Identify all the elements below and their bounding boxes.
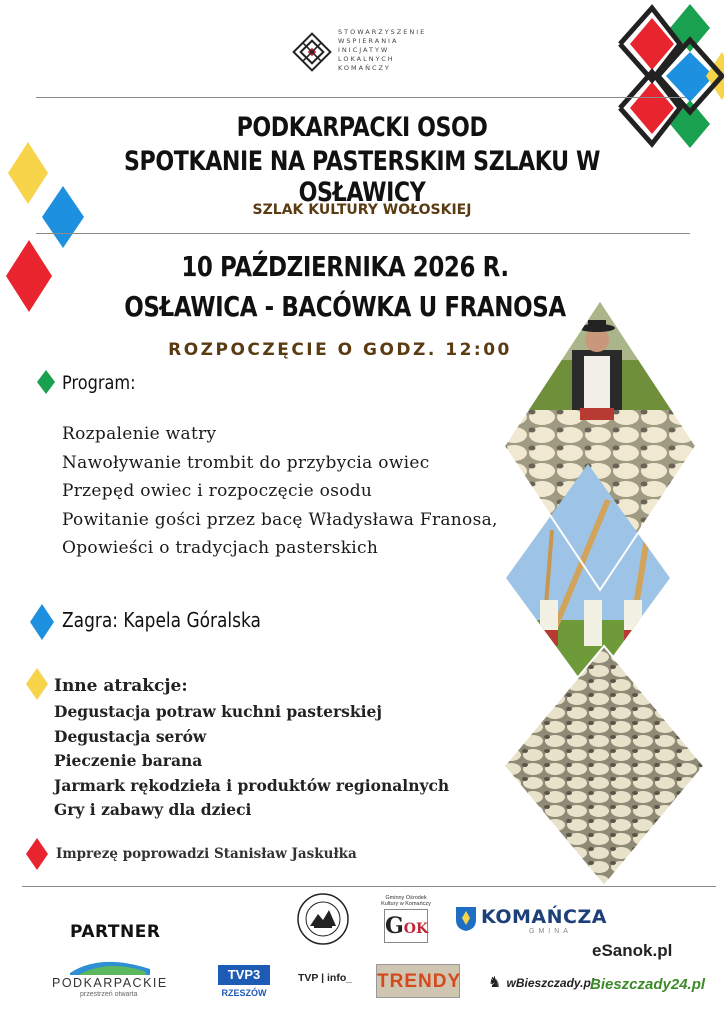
organization-name — [338, 28, 426, 73]
host-text: Imprezę poprowadzi Stanisław Jaskułka — [56, 846, 357, 862]
blue-bullet-icon — [30, 604, 54, 640]
list-item: Opowieści o tradycjach pasterskich — [62, 538, 379, 558]
list-item: Rozpalenie watry — [62, 424, 217, 444]
esanok-logo: eSanok.pl — [592, 941, 673, 960]
red-bullet-icon — [26, 838, 48, 870]
org-line: KOMAŃCZY — [338, 64, 391, 72]
org-line: STOWARZYSZENIE — [338, 28, 427, 36]
yellow-bullet-icon — [26, 668, 48, 700]
tvp3-mark: TVP3 — [218, 965, 270, 985]
embroidery-logo-icon — [290, 30, 334, 74]
tvp3-logo — [218, 965, 270, 1001]
list-item: Jarmark rękodzieła i produktów regionalnych — [54, 775, 450, 795]
podkarpackie-slogan: przestrzeń otwarta — [80, 991, 138, 998]
museum-seal-icon — [296, 892, 350, 946]
komancza-name: KOMAŃCZA — [481, 906, 607, 928]
list-item: Nawoływanie trombit do przybycia owiec — [62, 452, 430, 473]
gok-logo — [380, 895, 432, 947]
wbieszczady-logo — [488, 972, 594, 991]
podkarpackie-logo — [52, 955, 176, 999]
podkarpackie-name: PODKARPACKIE — [52, 976, 168, 990]
komancza-gmina: GMINA — [529, 928, 572, 935]
list-item: Degustacja serów — [54, 726, 207, 746]
yellow-diamond-icon — [8, 142, 48, 204]
event-subtitle: SZLAK KULTURY WOŁOSKIEJ — [252, 202, 472, 218]
event-title-line1: PODKARPACKI OSOD — [236, 112, 488, 143]
deer-icon: ♞ — [488, 973, 502, 991]
divider-top — [36, 97, 686, 98]
event-date: 10 PAŹDZIERNIKA 2026 R. — [181, 250, 509, 283]
divider-bottom — [22, 886, 716, 887]
wbieszczady-name: wBieszczady.pl — [506, 976, 595, 990]
gok-mark-icon: GOK — [384, 909, 428, 943]
flock-photo — [500, 640, 704, 890]
photo-collage — [500, 300, 704, 890]
tvp3-city: RZESZÓW — [221, 988, 267, 998]
org-line: LOKALNYCH — [338, 55, 395, 63]
org-line: INICJATYW — [338, 46, 390, 54]
list-item: Degustacja potraw kuchni pasterskiej — [54, 702, 382, 721]
green-bullet-icon — [37, 370, 55, 394]
music-label: Zagra: Kapela Góralska — [62, 608, 261, 632]
gok-caption: Gminny Ośrodek Kultury w Komańczy — [381, 895, 431, 907]
organization-logo — [290, 28, 427, 78]
event-place: OSŁAWICA - BACÓWKA U FRANOSA — [124, 290, 566, 323]
trendy-logo: TRENDY — [376, 964, 460, 998]
tvpinfo-logo: TVP | info_ — [298, 972, 353, 984]
bieszczady24-logo: Bieszczady24.pl — [590, 976, 706, 993]
list-item: Gry i zabawy dla dzieci — [54, 800, 252, 819]
program-heading: Program: — [62, 372, 136, 394]
list-item: Powitanie gości przez bacę Władysława Franosa, — [62, 509, 498, 530]
red-diamond-icon — [6, 240, 52, 312]
divider-middle — [36, 233, 690, 234]
event-title-line2: SPOTKANIE NA PASTERSKIM SZLAKU W OSŁAWICY — [124, 146, 600, 208]
podkarpackie-hills-icon — [70, 955, 150, 975]
list-item: Przepęd owiec i rozpoczęcie osodu — [62, 481, 373, 501]
partners-heading: PARTNER — [70, 922, 161, 942]
org-line: WSPIERANIA — [338, 37, 399, 45]
attractions-heading: Inne atrakcje: — [54, 676, 188, 696]
list-item: Pieczenie barana — [54, 751, 203, 770]
event-start-time: ROZPOCZĘCIE O GODZ. 12:00 — [168, 340, 512, 360]
program-list — [62, 420, 498, 563]
attractions-list — [54, 700, 449, 823]
coat-of-arms-icon — [455, 906, 477, 932]
